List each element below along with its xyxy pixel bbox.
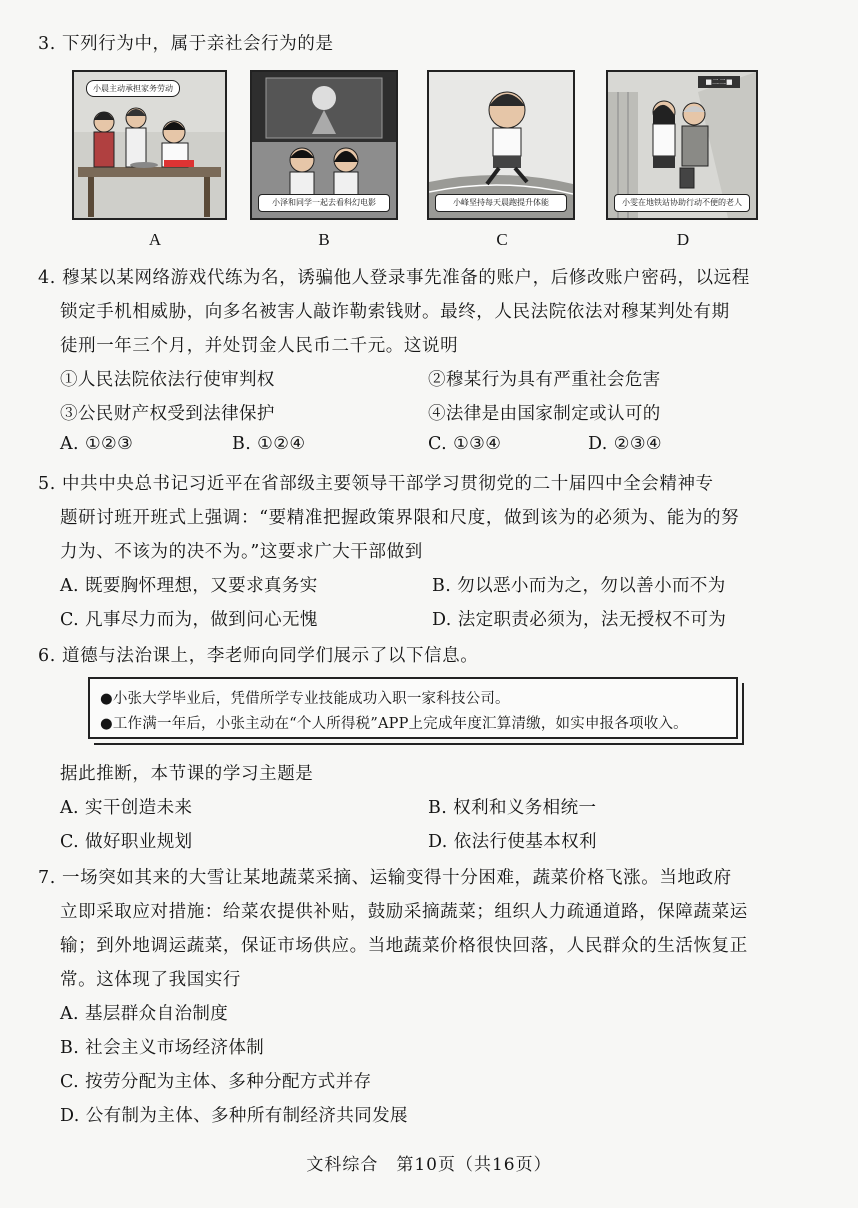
q5-option-a: A. 既要胸怀理想，又要求真务实	[60, 576, 318, 596]
q7-option-b: B. 社会主义市场经济体制	[60, 1038, 265, 1058]
q5-line-1: 5. 中共中央总书记习近平在省部级主要领导干部学习贯彻党的二十届四中全会精神专	[38, 474, 714, 494]
q6-info-box	[88, 677, 738, 739]
q6-question: 据此推断，本节课的学习主题是	[60, 764, 314, 784]
q3-letter-b: B	[318, 230, 330, 249]
q7-option-d: D. 公有制为主体、多种所有制经济共同发展	[60, 1106, 408, 1126]
q3-letter-c: C	[496, 230, 508, 249]
q4-item-1: ①人民法院依法行使审判权	[60, 370, 275, 390]
q4-option-a: A. ①②③	[60, 434, 134, 454]
q3-d-caption: 小雯在地铁站协助行动不便的老人	[614, 194, 750, 212]
q3-letter-d: D	[676, 230, 690, 249]
q6-option-d: D. 依法行使基本权利	[428, 832, 597, 852]
q3-image-c	[427, 70, 575, 220]
q4-item-4: ④法律是由国家制定或认可的	[428, 404, 661, 424]
q4-item-2: ②穆某行为具有严重社会危害	[428, 370, 661, 390]
q4-option-d: D. ②③④	[588, 434, 662, 454]
q7-line-4: 常。这体现了我国实行	[60, 970, 241, 990]
q4-line-3: 徒刑一年三个月，并处罚金人民币二千元。这说明	[60, 336, 459, 356]
q3-d-station-sign: ■二二■	[698, 76, 740, 88]
q3-c-caption: 小峰坚持每天晨跑提升体能	[435, 194, 567, 212]
q3-letter-a: A	[148, 230, 162, 249]
q7-line-1: 7. 一场突如其来的大雪让某地蔬菜采摘、运输变得十分困难，蔬菜价格飞涨。当地政府	[38, 868, 732, 888]
q6-stem: 6. 道德与法治课上，李老师向同学们展示了以下信息。	[38, 646, 479, 666]
q5-option-c: C. 凡事尽力而为，做到问心无愧	[60, 610, 318, 630]
q6-info-line-1: ●小张大学毕业后，凭借所学专业技能成功入职一家科技公司。	[100, 691, 510, 707]
q6-option-a: A. 实干创造未来	[60, 798, 193, 818]
q6-option-b: B. 权利和义务相统一	[428, 798, 597, 818]
q3-image-b	[250, 70, 398, 220]
q3-b-caption: 小泽和同学一起去看科幻电影	[258, 194, 390, 212]
q6-info-line-2: ●工作满一年后，小张主动在“个人所得税”APP上完成年度汇算清缴，如实申报各项收入。	[100, 716, 688, 732]
q5-line-2: 题研讨班开班式上强调：“要精准把握政策界限和尺度，做到该为的必须为、能为的努	[60, 508, 740, 528]
q7-option-c: C. 按劳分配为主体、多种分配方式并存	[60, 1072, 372, 1092]
q4-item-3: ③公民财产权受到法律保护	[60, 404, 275, 424]
q4-option-c: C. ①③④	[428, 434, 502, 454]
q3-image-a	[72, 70, 227, 220]
q3-a-speech-bubble: 小晨主动承担家务劳动	[86, 80, 180, 97]
q5-line-3: 力为、不该为的决不为。”这要求广大干部做到	[60, 542, 423, 562]
q7-line-2: 立即采取应对措施：给菜农提供补贴，鼓励采摘蔬菜；组织人力疏通道路，保障蔬菜运	[60, 902, 748, 922]
q4-option-b: B. ①②④	[232, 434, 306, 454]
q5-option-b: B. 勿以恶小而为之，勿以善小而不为	[432, 576, 726, 596]
q4-line-1: 4. 穆某以某网络游戏代练为名，诱骗他人登录事先准备的账户，后修改账户密码，以远程	[38, 268, 750, 288]
q6-option-c: C. 做好职业规划	[60, 832, 193, 852]
page-footer: 文科综合 第10页（共16页）	[306, 1155, 552, 1175]
q7-option-a: A. 基层群众自治制度	[60, 1004, 229, 1024]
q7-line-3: 输；到外地调运蔬菜，保证市场供应。当地蔬菜价格很快回落，人民群众的生活恢复正	[60, 936, 748, 956]
q5-option-d: D. 法定职责必须为，法无授权不可为	[432, 610, 727, 630]
q4-line-2: 锁定手机相威胁，向多名被害人敲诈勒索钱财。最终，人民法院依法对穆某判处有期	[60, 302, 730, 322]
q3-image-d	[606, 70, 758, 220]
q3-stem: 3. 下列行为中，属于亲社会行为的是	[38, 34, 334, 54]
